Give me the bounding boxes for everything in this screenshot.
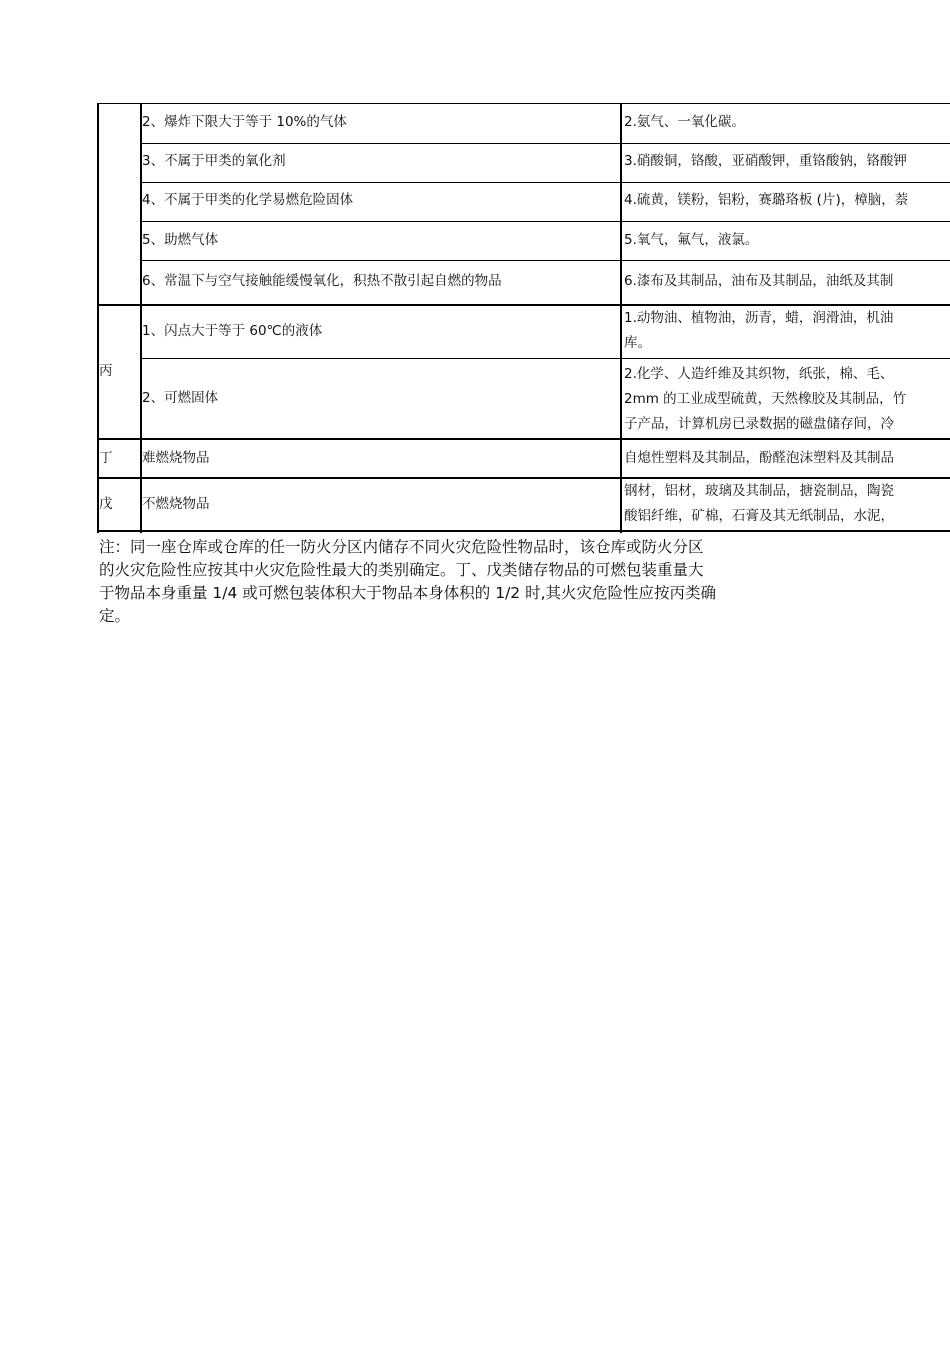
row-divider [141, 143, 950, 144]
table-cell-examples [624, 479, 950, 529]
table-cell-examples: 4.硫黄，镁粉，铝粉，赛璐珞板 (片)，樟脑，萘 [624, 192, 909, 208]
table-cell-category: 丁 [99, 450, 113, 466]
group-divider [97, 438, 950, 440]
table-border-bottom [97, 530, 950, 532]
table-cell-examples: 6.漆布及其制品，油布及其制品，油纸及其制 [624, 273, 894, 289]
footnote-line: 于物品本身重量 1/4 或可燃包装体积大于物品本身体积的 1/2 时,其火灾危险性应按丙类确 [99, 584, 717, 602]
table-border-left [97, 103, 99, 533]
table-footnote [99, 536, 839, 628]
table-cell-examples: 3.硝酸铜，铬酸，亚硝酸钾，重铬酸钠，铬酸钾 [624, 153, 907, 169]
table-cell-criteria: 2、可燃固体 [142, 390, 219, 406]
table-cell-criteria: 不燃烧物品 [142, 496, 210, 512]
examples-line: 库。 [624, 335, 651, 351]
table-cell-examples [624, 362, 950, 437]
table-cell-examples: 5.氧气，氟气，液氯。 [624, 232, 759, 248]
table-cell-criteria: 6、常温下与空气接触能缓慢氧化，积热不散引起自燃的物品 [142, 273, 502, 289]
footnote-line: 注：同一座仓库或仓库的任一防火分区内储存不同火灾危险性物品时，该仓库或防火分区 [99, 538, 704, 556]
examples-line: 2.化学、人造纤维及其织物，纸张，棉、毛、 [624, 366, 894, 382]
table-cell-criteria: 难燃烧物品 [142, 450, 210, 466]
footnote-line: 的火灾危险性应按其中火灾危险性最大的类别确定。丁、戊类储存物品的可燃包装重量大 [99, 561, 704, 579]
table-divider-examples [620, 103, 622, 533]
table-cell-examples: 2.氨气、一氧化碳。 [624, 114, 745, 130]
footnote-line: 定。 [99, 607, 131, 625]
table-cell-category: 丙 [99, 363, 113, 379]
examples-line: 子产品，计算机房已录数据的磁盘储存间，冷 [624, 416, 894, 432]
table-cell-criteria: 2、爆炸下限大于等于 10%的气体 [142, 114, 347, 130]
examples-line: 2mm 的工业成型硫黄，天然橡胶及其制品，竹 [624, 391, 907, 407]
row-divider [141, 182, 950, 183]
table-cell-examples [624, 306, 950, 356]
table-cell-criteria: 3、不属于甲类的氧化剂 [142, 153, 286, 169]
table-cell-criteria: 4、不属于甲类的化学易燃危险固体 [142, 192, 354, 208]
row-divider [141, 260, 950, 261]
examples-line: 1.动物油、植物油，沥青，蜡，润滑油，机油 [624, 310, 894, 326]
table-cell-examples: 自熄性塑料及其制品，酚醛泡沫塑料及其制品 [624, 450, 894, 466]
row-divider [141, 221, 950, 222]
examples-line: 钢材，铝材，玻璃及其制品，搪瓷制品，陶瓷 [624, 483, 894, 499]
examples-line: 酸铝纤维，矿棉，石膏及其无纸制品，水泥， [624, 508, 894, 524]
table-border-top [97, 103, 950, 104]
table-cell-category: 戊 [99, 496, 113, 512]
table-cell-criteria: 5、助燃气体 [142, 232, 219, 248]
table-cell-criteria: 1、闪点大于等于 60℃的液体 [142, 323, 323, 339]
row-divider [141, 358, 950, 359]
